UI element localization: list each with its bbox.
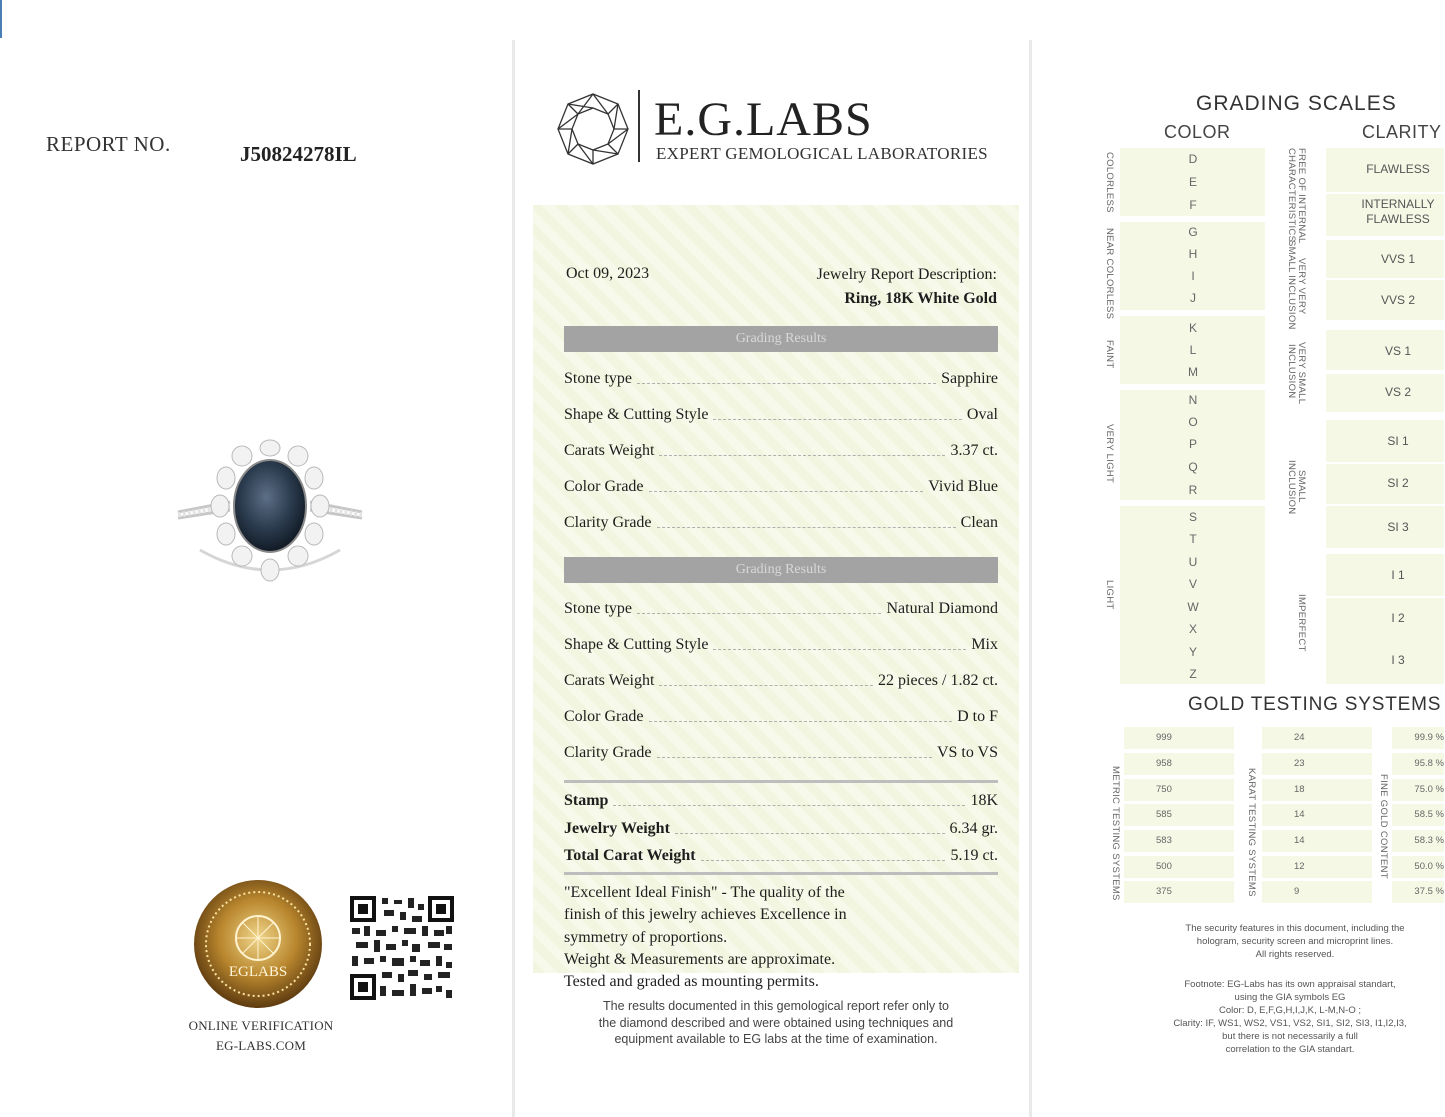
section-heading: Grading Results: [564, 557, 998, 583]
color-letter: T: [1189, 532, 1197, 546]
security-note: [1140, 922, 1445, 961]
color-letter: L: [1189, 343, 1197, 357]
karat-cell: 9: [1262, 881, 1372, 903]
metric-system-label: METRIC TESTING SYSTEMS: [1110, 766, 1121, 901]
result-row: [564, 634, 998, 654]
clarity-grade-text: VVS 1: [1380, 252, 1416, 266]
footnote-line: Clarity: IF, WS1, WS2, VS1, VS2, SI1, SI2, SI3, I1,I2,I3,: [1173, 1018, 1407, 1029]
security-line: The security features in this document, including the: [1185, 923, 1405, 934]
color-letter: G: [1188, 225, 1198, 239]
result-value: Natural Diamond: [886, 600, 998, 617]
result-value: VS to VS: [936, 744, 998, 761]
finish-line: "Excellent Ideal Finish" - The quality of the: [564, 884, 845, 901]
clarity-grade: [1330, 252, 1445, 267]
color-letter: O: [1188, 415, 1198, 429]
clarity-grade: [1330, 344, 1445, 359]
hologram-seal: [192, 878, 324, 1010]
summary-row: [564, 818, 998, 838]
finish-line: Tested and graded as mounting permits.: [564, 973, 819, 991]
finish-statement: [564, 882, 874, 993]
clarity-grade-text: FLAWLESS: [1366, 212, 1430, 226]
clarity-grade: [1330, 653, 1445, 668]
report-date: Oct 09, 2023: [566, 265, 650, 282]
clarity-grade: [1330, 162, 1445, 177]
security-line: All rights reserved.: [1255, 949, 1335, 960]
result-value: D to F: [957, 708, 998, 725]
clarity-group-label: IMPERFECT: [1296, 594, 1307, 652]
result-value: Mix: [971, 636, 998, 653]
color-letter: K: [1188, 321, 1197, 335]
color-group-label: LIGHT: [1104, 580, 1115, 610]
seal-text: EGLABS: [228, 964, 288, 980]
report-number: J50824278IL: [240, 142, 357, 166]
clarity-group-label: VERY SMALL: [1296, 342, 1307, 405]
metric-cell: 583: [1124, 830, 1234, 852]
clarity-grade-text: INTERNALLY: [1361, 197, 1435, 211]
metric-cell: 750: [1124, 779, 1234, 801]
color-column-title: COLOR: [1164, 122, 1231, 142]
finish-line: symmetry of proportions.: [564, 928, 728, 946]
disclaimer-line: The results documented in this gemological report refer only to: [602, 999, 949, 1013]
color-letter: P: [1188, 437, 1197, 451]
result-label: Clarity Grade: [564, 514, 652, 531]
summary-rule-top: [564, 780, 998, 783]
footnote-line: Footnote: EG-Labs has its own appraisal standart,: [1184, 979, 1396, 990]
summary-label: Jewelry Weight: [564, 820, 670, 837]
clarity-grade: [1330, 568, 1445, 583]
clarity-grade: [1330, 611, 1445, 626]
brand-subtitle: EXPERT GEMOLOGICAL LABORATORIES: [656, 144, 988, 163]
clarity-group-label: FREE OF INTERNAL: [1296, 148, 1307, 244]
color-letter: D: [1188, 152, 1198, 166]
result-row: [564, 598, 998, 618]
result-label: Shape & Cutting Style: [564, 636, 709, 653]
description-label: Jewelry Report Description:: [816, 266, 997, 283]
clarity-grade-text: I 2: [1391, 611, 1405, 625]
clarity-grade: [1330, 385, 1445, 400]
color-letter: X: [1188, 622, 1197, 636]
result-value: Vivid Blue: [928, 478, 998, 495]
karat-cell: 24: [1262, 727, 1372, 749]
result-row: [564, 742, 998, 762]
finish-line: finish of this jewelry achieves Excellence in: [564, 906, 847, 924]
metric-cell: 375: [1124, 881, 1234, 903]
clarity-group-label: SMALL: [1296, 470, 1307, 503]
qr-code[interactable]: [350, 896, 454, 1000]
clarity-grade-text: VS 1: [1384, 344, 1411, 358]
summary-value: 18K: [970, 792, 998, 809]
color-letter: Z: [1189, 667, 1197, 681]
karat-cell: 18: [1262, 779, 1372, 801]
fine-cell: 50.0 %: [1392, 856, 1444, 878]
karat-cell: 14: [1262, 804, 1372, 826]
grading-scales-title: GRADING SCALES: [1196, 92, 1397, 115]
clarity-grade-text: FLAWLESS: [1366, 162, 1430, 176]
color-group-label: FAINT: [1104, 340, 1115, 369]
clarity-group-label: SMALL INCLUSION: [1286, 240, 1297, 330]
footnote-line: using the GIA symbols EG: [1234, 992, 1346, 1003]
color-group-label: NEAR COLORLESS: [1104, 228, 1115, 320]
footnote: [1140, 978, 1440, 1056]
clarity-grade: [1330, 476, 1445, 491]
result-value: Clean: [960, 514, 998, 531]
result-label: Clarity Grade: [564, 744, 652, 761]
clarity-grade-text: I 1: [1391, 568, 1405, 582]
fold-line-right: [1029, 40, 1032, 1117]
color-letter: R: [1188, 483, 1198, 497]
clarity-grade: [1330, 197, 1445, 227]
color-letter: S: [1188, 510, 1197, 524]
clarity-grade-text: SI 1: [1387, 434, 1409, 448]
clarity-group-label: VERY VERY: [1296, 258, 1307, 315]
verification-site-link[interactable]: EG-LABS.COM: [216, 1038, 306, 1053]
result-value: Oval: [966, 406, 998, 423]
color-letter: F: [1189, 198, 1197, 212]
fine-gold-label: FINE GOLD CONTENT: [1378, 774, 1389, 879]
summary-rule-bottom: [564, 872, 998, 875]
color-letter: I: [1191, 269, 1195, 283]
footnote-line: but there is not necessarily a full: [1222, 1031, 1358, 1042]
summary-row: [564, 845, 998, 865]
result-label: Shape & Cutting Style: [564, 406, 709, 423]
fine-cell: 58.5 %: [1392, 804, 1444, 826]
result-row: [564, 670, 998, 690]
page-edge-mark: [0, 0, 2, 38]
summary-label: Stamp: [564, 792, 609, 809]
metric-cell: 999: [1124, 727, 1234, 749]
result-row: [564, 368, 998, 388]
color-letter: E: [1188, 175, 1197, 189]
clarity-grade: [1330, 520, 1445, 535]
color-letter: M: [1188, 365, 1198, 379]
result-label: Carats Weight: [564, 672, 655, 689]
clarity-grade-text: I 3: [1391, 653, 1405, 667]
result-row: [564, 512, 998, 532]
diamond-logo-icon: [556, 92, 630, 166]
clarity-column-title: CLARITY: [1362, 122, 1442, 142]
color-letter: W: [1187, 600, 1199, 614]
footnote-line: correlation to the GIA standart.: [1225, 1044, 1355, 1055]
clarity-grade-text: VVS 2: [1380, 293, 1416, 307]
result-value: 22 pieces / 1.82 ct.: [878, 672, 998, 689]
clarity-group-label: CHARACTERISTICS: [1286, 148, 1297, 243]
section-heading: Grading Results: [564, 326, 998, 352]
result-label: Stone type: [564, 370, 632, 387]
result-label: Color Grade: [564, 708, 644, 725]
metric-cell: 958: [1124, 753, 1234, 775]
summary-value: 6.34 gr.: [949, 820, 998, 837]
result-row: [564, 476, 998, 496]
ring-photo: [170, 430, 370, 590]
color-letter: J: [1190, 291, 1196, 305]
result-value: 3.37 ct.: [950, 442, 998, 459]
result-label: Color Grade: [564, 478, 644, 495]
footnote-line: Color: D, E,F,G,H,I,J,K, L-M,N-O ;: [1219, 1005, 1361, 1016]
color-letter: N: [1188, 393, 1198, 407]
color-group-label: COLORLESS: [1104, 152, 1115, 213]
color-letter: U: [1188, 555, 1198, 569]
fine-cell: 58.3 %: [1392, 830, 1444, 852]
logo-divider: [638, 90, 640, 162]
fold-line-left: [512, 40, 515, 1117]
result-label: Stone type: [564, 600, 632, 617]
fine-cell: 37.5 %: [1392, 881, 1444, 903]
color-letter: H: [1188, 247, 1198, 261]
description-value: Ring, 18K White Gold: [844, 290, 997, 307]
fine-cell: 95.8 %: [1392, 753, 1444, 775]
result-row: [564, 404, 998, 424]
finish-line: Weight & Measurements are approximate.: [564, 950, 836, 968]
fine-cell: 75.0 %: [1392, 779, 1444, 801]
gold-testing-title: GOLD TESTING SYSTEMS: [1188, 694, 1442, 715]
karat-system-label: KARAT TESTING SYSTEMS: [1246, 768, 1257, 897]
online-verification-label: ONLINE VERIFICATION: [188, 1018, 334, 1033]
clarity-group-label: INCLUSION: [1286, 460, 1297, 515]
clarity-grade: [1330, 293, 1445, 308]
brand-title: E.G.LABS: [654, 93, 873, 146]
clarity-group-label: INCLUSION: [1286, 344, 1297, 399]
disclaimer-line: equipment available to EG labs at the time of examination.: [614, 1032, 938, 1046]
karat-cell: 12: [1262, 856, 1372, 878]
clarity-grade-text: SI 3: [1387, 520, 1409, 534]
result-row: [564, 440, 998, 460]
report-number-label: REPORT NO.: [46, 132, 171, 156]
summary-row: [564, 790, 998, 810]
disclaimer-line: the diamond described and were obtained using techniques and: [598, 1015, 954, 1030]
result-value: Sapphire: [941, 370, 998, 387]
summary-value: 5.19 ct.: [950, 847, 998, 864]
karat-cell: 14: [1262, 830, 1372, 852]
result-label: Carats Weight: [564, 442, 655, 459]
fine-cell: 99.9 %: [1392, 727, 1444, 749]
clarity-grade-text: VS 2: [1384, 385, 1411, 399]
security-line: hologram, security screen and microprint lines.: [1196, 936, 1394, 947]
result-row: [564, 706, 998, 726]
clarity-grade-text: SI 2: [1387, 476, 1409, 490]
summary-label: Total Carat Weight: [564, 847, 696, 864]
color-letter: Q: [1188, 460, 1198, 474]
color-group-label: VERY LIGHT: [1104, 424, 1115, 484]
color-letter: V: [1188, 577, 1197, 591]
clarity-grade: [1330, 434, 1445, 449]
metric-cell: 500: [1124, 856, 1234, 878]
metric-cell: 585: [1124, 804, 1234, 826]
karat-cell: 23: [1262, 753, 1372, 775]
disclaimer: [562, 998, 990, 1048]
color-letter: Y: [1188, 645, 1197, 659]
